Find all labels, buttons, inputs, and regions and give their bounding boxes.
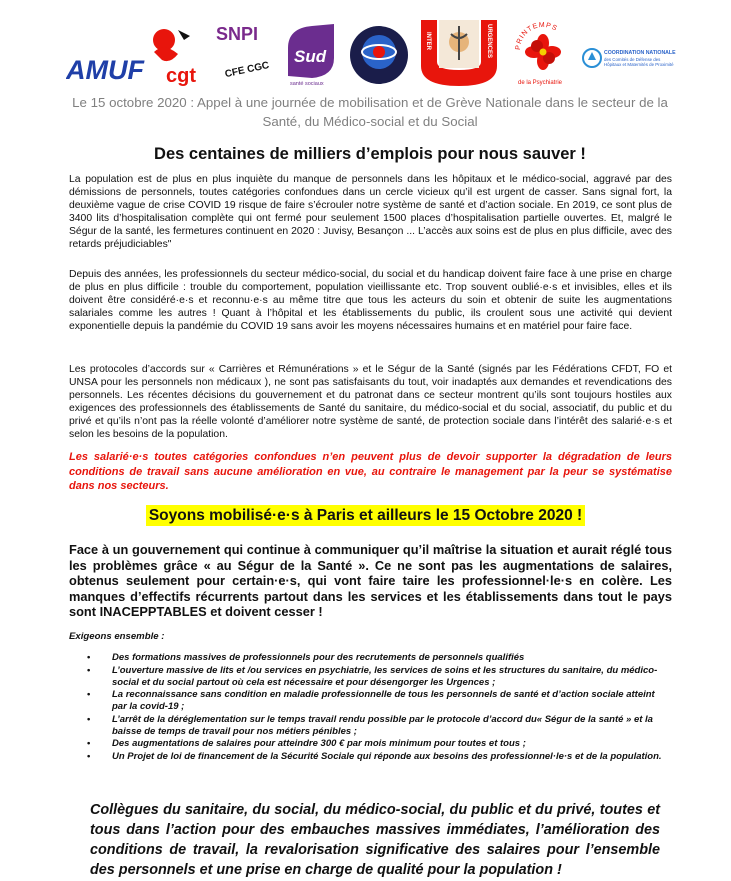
inter-text: INTER <box>425 32 431 50</box>
printemps-sub-text: de la Psychiatrie <box>518 80 563 86</box>
printemps-graphic <box>512 14 574 88</box>
sud-graphic <box>282 18 340 86</box>
logo-banner <box>60 14 680 86</box>
final-call-paragraph: Collègues du sanitaire, du social, du médico-social, du public et du privé, toutes et tous dans l’action pour des embauches massives immédiates, l’amélioration des conditions de travail, la revalorisation significative des salaires pour l’ensemble des personnels et une prise en charge de qualité pour la population ! <box>90 802 660 878</box>
printemps-text: PRINTEMPS <box>514 21 559 51</box>
paragraph-population: La population est de plus en plus inquiète du manque de personnels dans les hôpitaux et le médico-social, aggravé par des démissions de personnels, toutes catégories confondues dans un cercle vicieux qu’il est urgent de casser. Sans signal fort, la deuxième vague de crise COVID 19 risque de faire s’écrouler notre système de santé et d’action sociale. En 2019, ce sont plus de 3400 lits d’hospitalisation complète qui ont fermé pour seulement 1500 places d’hospitalisation partielle ouvertes. Et, malgré le Ségur de la santé, les fermetures continuent en 2020 : Juvisy, Besançon ... L’accès aux soins est de plus en plus difficile, avec des retards préjudiciables" <box>69 174 672 251</box>
collectif-graphic <box>348 24 410 86</box>
main-headline: Des centaines de milliers d’emplois pour nous sauver ! <box>154 145 586 163</box>
list-item <box>87 713 664 738</box>
amuf-cgt-logo <box>66 22 206 86</box>
list-item <box>87 652 664 664</box>
demand-text: Un Projet de loi de financement de la Sécurité Sociale qui réponde aux besoins des professionnel·le·s et de la population. <box>112 750 662 762</box>
demands-title: Exigeons ensemble : <box>69 631 165 642</box>
amuf-text: AMUF <box>66 55 144 85</box>
bullet-icon: • <box>87 664 91 676</box>
bullet-icon: • <box>87 652 91 663</box>
cfe-cgc-text: CFE CGC <box>223 60 270 81</box>
mobilisation-banner <box>0 507 731 525</box>
bullet-icon: • <box>87 689 91 701</box>
inter-urgences-graphic <box>415 16 503 88</box>
bullet-icon: • <box>87 713 91 725</box>
list-item <box>87 750 664 763</box>
demand-text: Des formations massives de professionnels pour des recrutements de personnels qualifiés <box>112 652 525 663</box>
paragraph-protocoles: Les protocoles d’accords sur « Carrières et Rémunérations » et le Ségur de la Santé (signés par les Fédérations CFDT, FO et UNSA pour les personnels non médicaux ), ne sont pas satisfaisants du tout, voir inadaptés aux demandes et revendications des personnels. Les récentes décisions du gouvernement et du patronat dans ce secteur montrent qu’ils sont toujours hostiles aux exigences des professionnels des établissements de Santé du sanitaire, du médico-social et du social, associatif, du public et du privé et qu’ils n’ont pas la réelle volonté d’améliorer notre système de santé, de protection sociale dans l’intérêt des salarié·e·s et selon les besoins de la population. <box>69 364 672 441</box>
call-subtitle: Le 15 octobre 2020 : Appel à une journée de mobilisation et de Grève Nationale dans le secteur de la Santé, du Médico-social et du Social <box>72 95 668 129</box>
bullet-icon: • <box>87 738 91 750</box>
red-warning-paragraph: Les salarié·e·s toutes catégories confondues n’en peuvent plus de devoir supporter la dégradation de leurs conditions de travail sans aucune amélioration en vue, au contraire le management par la peur se systématise dans nos secteurs. <box>69 451 672 492</box>
collectif-logo <box>348 24 410 86</box>
government-paragraph: Face à un gouvernement qui continue à communiquer qu’il maîtrise la situation et aurait réglé tous les problèmes grâce « au Ségur de la Santé ». Ce ne sont pas les augmentations de salaires, obtenus seulement pour certain·e·s, qui vont faire taire les professionnel·le·s en colère. Les manques d’effectifs récurrents partout dans les services et les établissements dans tout le pays sont INACEPPTABLES et doivent cesser ! <box>69 542 672 619</box>
list-item <box>87 738 664 750</box>
snpi-cfe-cgc-logo <box>210 16 270 86</box>
coordination-logo <box>582 36 678 86</box>
amuf-cgt-graphic <box>66 22 206 86</box>
bullet-icon: • <box>87 750 91 762</box>
demand-text: Des augmentations de salaires pour atteindre 300 € par mois minimum pour toutes et tous ; <box>112 738 526 750</box>
mobilisation-highlight: Soyons mobilisé·e·s à Paris et ailleurs le 15 Octobre 2020 ! <box>146 505 585 526</box>
list-item <box>87 664 664 689</box>
coordination-sub-text: des Comités de Défense des Hôpitaux et Maternités de Proximité <box>604 57 674 68</box>
list-item <box>87 689 664 713</box>
demands-list <box>87 652 664 764</box>
paragraph-medico-social: Depuis des années, les professionnels du secteur médico-social, du social et du handicap doivent faire face à une prise en charge de plus en plus difficile : trouble du comportement, population vieillissante etc. Trop souvent oublié·e·s et invisibles, elles et ils doivent être considéré·e·s et reconnu·e·s au même titre que tous les acteurs du soin et obtenir de suite les augmentations salariales comme les autres ! Quant à l’hôpital et les établissements du public, ils croulent sous une activité qui devient exponentielle depuis la pandémie du COVID 19 sans avoir les moyens nécessaires humains et en matériel pour faire face. <box>69 269 672 333</box>
sud-text: Sud <box>294 47 327 66</box>
coordination-graphic <box>582 36 678 86</box>
snpi-text: SNPI <box>216 24 259 44</box>
cgt-text: cgt <box>166 65 196 86</box>
printemps-logo <box>512 14 574 88</box>
sud-sub-text: santé sociaux <box>290 81 324 86</box>
inter-urgences-logo <box>415 16 503 88</box>
demand-text: L’ouverture massive de lits et /ou services en psychiatrie, les services de soins et les structures du sanitaire, du médico-social et du social partout où cela est nécessaire et pour désengorger les Urgences ; <box>112 664 658 688</box>
demand-text: La reconnaissance sans condition en maladie professionnelle de tous les personnels de santé et d’action sociale atteint par la covid-19 ; <box>112 689 655 713</box>
urgences-text: URGENCES <box>486 24 492 59</box>
sud-logo <box>282 18 340 86</box>
demand-text: L’arrêt de la déréglementation sur le temps travail rendu possible par le protocole d’accord du« Ségur de la santé » et la baisse de temps de travail pour nos métiers pénibles ; <box>112 713 653 737</box>
coordination-text: COORDINATION NATIONALE <box>604 50 676 56</box>
snpi-graphic <box>210 16 270 86</box>
